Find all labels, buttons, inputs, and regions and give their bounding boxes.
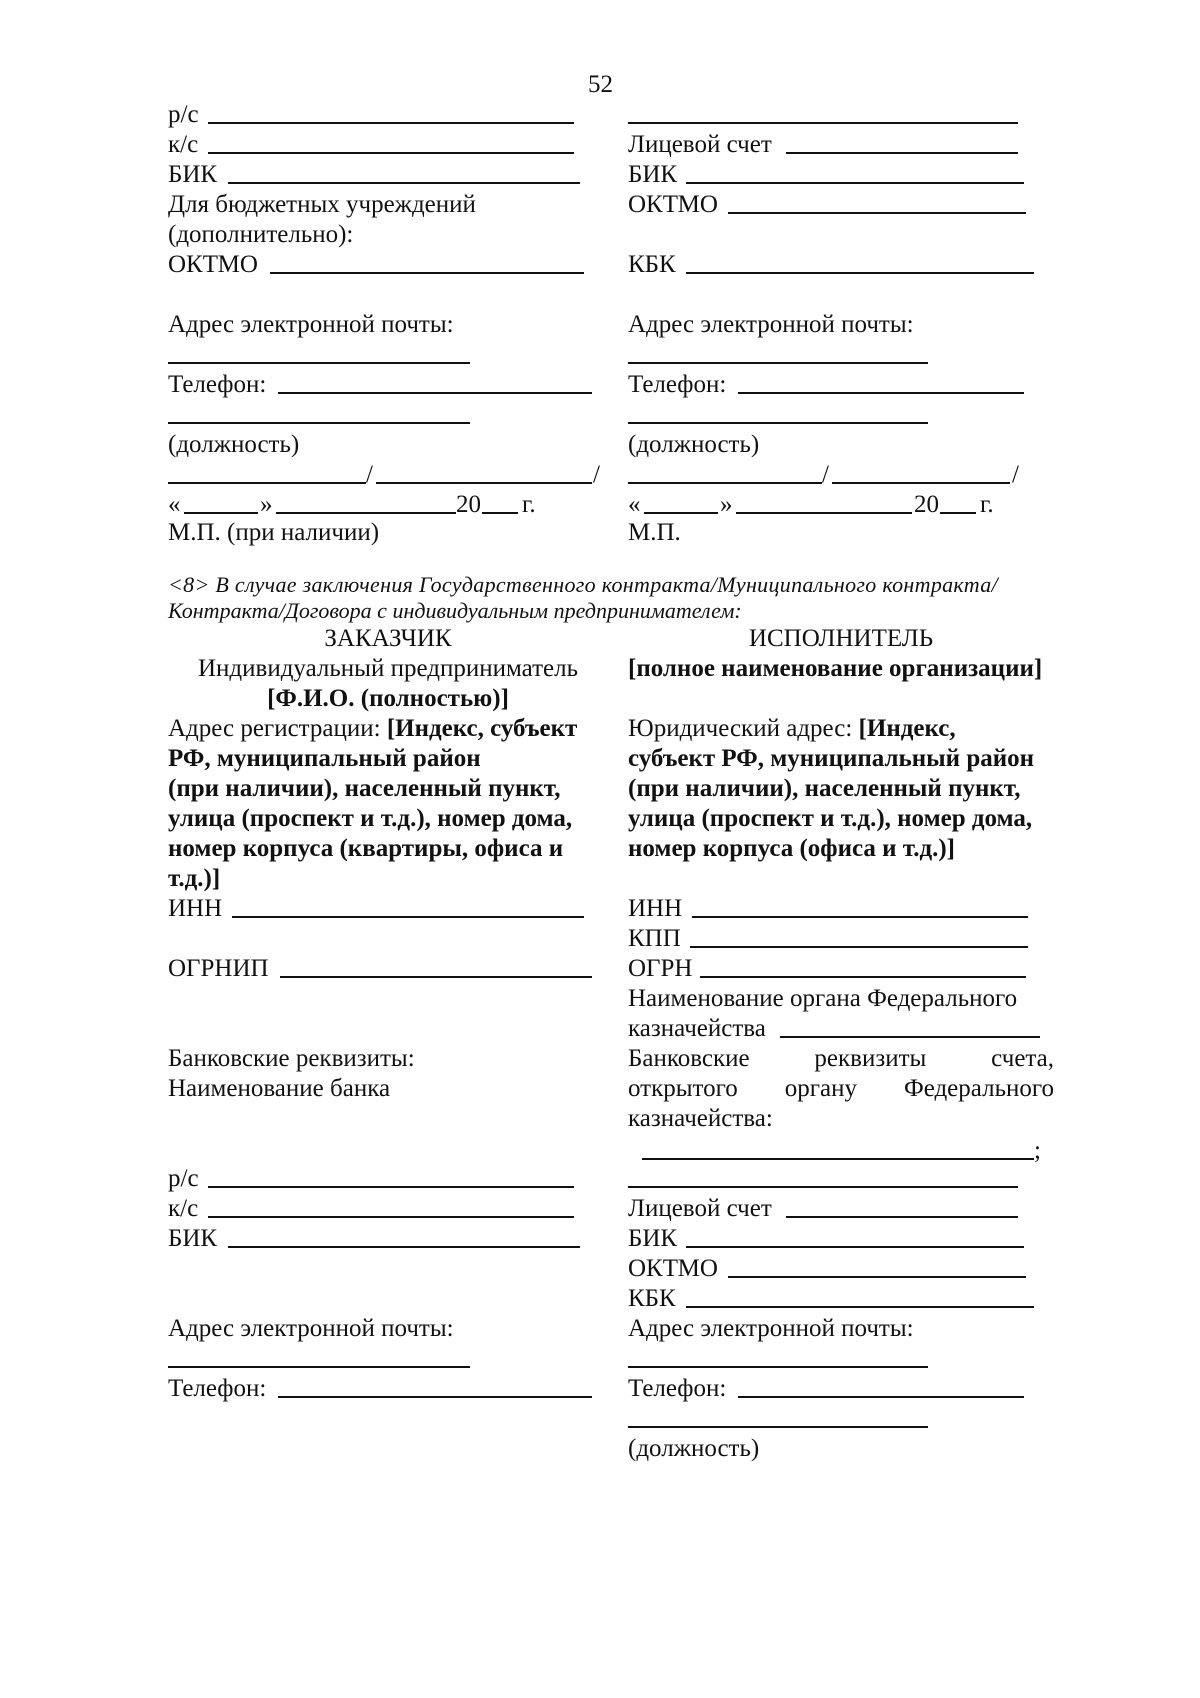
customer-address-line1 (168, 714, 577, 744)
inn-field-line (232, 916, 584, 918)
contractor-address-line5: номер корпуса (офиса и т.д.)] (628, 835, 956, 862)
legal-address-label: Юридический адрес: (628, 715, 859, 742)
account-field-line (786, 1216, 1018, 1218)
date-open-quote: « (168, 491, 181, 518)
customer-address-line6: т.д.)] (168, 865, 221, 892)
email-label: Адрес электронной почты: (168, 1315, 454, 1342)
customer-address-line5: номер корпуса (квартиры, офиса и (168, 835, 564, 862)
footnote-line2: Контракта/Договора с индивидуальным предпринимателем: (168, 598, 742, 623)
date-day-line (644, 512, 718, 514)
ks-field-line (208, 1216, 574, 1218)
bank-word-6: Федерального (903, 1075, 1054, 1102)
bank-details-label: Банковские реквизиты: (168, 1045, 415, 1072)
ks-field-line (208, 152, 574, 154)
rs-label: р/с (168, 101, 199, 128)
bik-label: БИК (168, 161, 218, 188)
oktmo-field-line (728, 212, 1026, 214)
budget-note-line2: (дополнительно): (168, 221, 354, 248)
stamp-label: М.П. (628, 519, 681, 546)
kpp-field-line (690, 946, 1028, 948)
entrepreneur-label: Индивидуальный предприниматель (198, 655, 578, 682)
treasury-field-line (780, 1036, 1040, 1038)
position-label: (должность) (628, 431, 760, 458)
bank-word-2: реквизиты (814, 1045, 927, 1072)
email-label: Адрес электронной почты: (628, 1315, 914, 1342)
kbk-field-line (686, 1306, 1034, 1308)
account-field-line (786, 152, 1018, 154)
bik-label: БИК (628, 161, 678, 188)
date-close-quote: » (720, 491, 733, 518)
phone-field-line (738, 1396, 1024, 1398)
treasury-bank-details-line1 (628, 1044, 1054, 1074)
email-field-line (168, 362, 470, 364)
treasury-label-line1: Наименование органа Федерального (628, 985, 1018, 1012)
signature-line (628, 482, 822, 484)
account-label: Лицевой счет (628, 131, 772, 158)
email-label: Адрес электронной почты: (168, 311, 454, 338)
rs-field-line (208, 122, 574, 124)
customer-fio: [Ф.И.О. (полностью)] (267, 685, 509, 712)
oktmo-field-line (270, 272, 584, 274)
signature-slash-end: / (593, 461, 600, 488)
treasury-account-semicolon: ; (1034, 1137, 1041, 1164)
footnote-line1: <8> В случае заключения Государственного контракта/Муниципального контракта/ (168, 572, 998, 597)
contractor-org-name: [полное наименование организации] (628, 655, 1043, 682)
bank-word-4: открытого (628, 1075, 738, 1102)
bank-word-3: счета, (991, 1045, 1054, 1072)
contractor-address-line4: улица (проспект и т.д.), номер дома, (628, 805, 1033, 832)
ogrn-field-line (700, 976, 1026, 978)
phone-label: Телефон: (628, 371, 727, 398)
kbk-label: КБК (628, 251, 676, 278)
email-label: Адрес электронной почты: (628, 311, 914, 338)
bank-name-line (628, 1186, 1018, 1188)
date-year-suffix: г. (522, 491, 536, 518)
kbk-field-line (686, 272, 1034, 274)
position-field-line (628, 422, 928, 424)
ogrn-label: ОГРН (628, 955, 693, 982)
bik-label: БИК (628, 1225, 678, 1252)
date-year-line (482, 512, 518, 514)
account-label: Лицевой счет (628, 1195, 772, 1222)
email-field-line (168, 1366, 470, 1368)
inn-label: ИНН (168, 895, 223, 922)
oktmo-label: ОКТМО (168, 251, 258, 278)
treasury-bank-details-line3: казначейства: (628, 1105, 773, 1132)
date-day-line (184, 512, 258, 514)
signature-slash-end: / (1012, 461, 1019, 488)
ks-label: к/с (168, 1195, 199, 1222)
contractor-address-line3: (при наличии), населенный пункт, (628, 775, 1021, 802)
position-field-line (168, 422, 470, 424)
oktmo-field-line (728, 1276, 1026, 1278)
date-close-quote: » (260, 491, 273, 518)
inn-field-line (692, 916, 1028, 918)
bik-field-line (228, 182, 580, 184)
treasury-bank-details-line2 (628, 1074, 1054, 1104)
inn-label: ИНН (628, 895, 683, 922)
contractor-address-line2: субъект РФ, муниципальный район (628, 745, 1035, 772)
bik-field-line (686, 182, 1024, 184)
bik-field-line (228, 1246, 580, 1248)
treasury-label-line2: казначейства (628, 1015, 766, 1042)
ks-label: к/с (168, 131, 199, 158)
page-number: 52 (588, 71, 613, 98)
date-month-line (736, 512, 912, 514)
bik-label: БИК (168, 1225, 218, 1252)
rs-label: р/с (168, 1165, 199, 1192)
phone-label: Телефон: (168, 1375, 267, 1402)
signature-name-line (376, 482, 592, 484)
email-field-line (628, 1366, 928, 1368)
oktmo-label: ОКТМО (628, 191, 718, 218)
bank-name-label: Наименование банка (168, 1075, 391, 1102)
kpp-label: КПП (628, 925, 681, 952)
address-label: Адрес регистрации: (168, 715, 387, 742)
position-label: (должность) (628, 1435, 760, 1462)
bik-field-line (686, 1246, 1024, 1248)
phone-label: Телефон: (628, 1375, 727, 1402)
customer-address-line2: РФ, муниципальный район (168, 745, 481, 772)
signature-name-line (832, 482, 1010, 484)
position-label: (должность) (168, 431, 300, 458)
phone-field-line (738, 392, 1024, 394)
bank-word-5: органу (784, 1075, 857, 1102)
treasury-account-line (642, 1158, 1034, 1160)
date-year-suffix: г. (980, 491, 994, 518)
budget-note-line1: Для бюджетных учреждений (168, 191, 476, 218)
phone-field-line (278, 1396, 592, 1398)
address-value-part1: [Индекс, субъект (386, 715, 578, 742)
signature-slash: / (366, 461, 373, 488)
date-month-line (276, 512, 456, 514)
oktmo-label: ОКТМО (628, 1255, 718, 1282)
contractor-address-line1 (628, 714, 956, 744)
bank-name-line (628, 122, 1018, 124)
date-open-quote: « (628, 491, 641, 518)
date-year-line (940, 512, 976, 514)
customer-address-line4: улица (проспект и т.д.), номер дома, (168, 805, 573, 832)
signature-line (168, 482, 366, 484)
ogrnip-field-line (280, 976, 592, 978)
date-year-prefix: 20 (456, 491, 481, 518)
stamp-label: М.П. (при наличии) (168, 519, 380, 546)
phone-label: Телефон: (168, 371, 267, 398)
date-year-prefix: 20 (914, 491, 939, 518)
email-field-line (628, 362, 928, 364)
customer-heading: ЗАКАЗЧИК (324, 625, 452, 652)
customer-address-line3: (при наличии), населенный пункт, (168, 775, 561, 802)
rs-field-line (208, 1186, 574, 1188)
bank-word-1: Банковские (628, 1045, 750, 1072)
position-field-line (628, 1426, 928, 1428)
ogrnip-label: ОГРНИП (168, 955, 269, 982)
contractor-heading: ИСПОЛНИТЕЛЬ (748, 625, 934, 652)
legal-address-value-part1: [Индекс, (858, 715, 956, 742)
kbk-label: КБК (628, 1285, 676, 1312)
signature-slash: / (822, 461, 829, 488)
phone-field-line (278, 392, 592, 394)
